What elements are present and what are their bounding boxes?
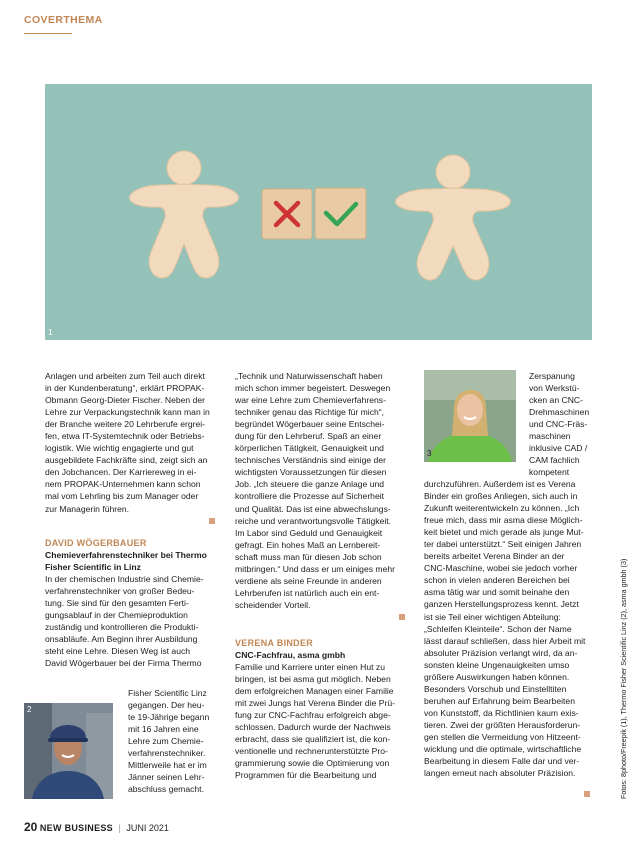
- footer-separator: |: [118, 823, 121, 833]
- check-block: [315, 188, 366, 239]
- cross-block: [262, 189, 312, 239]
- portrait-photo-verena: [424, 370, 516, 462]
- wrapped-paragraph: Zerspanung von Werkstü- cken an CNC- Drehmaschinen und CNC-Fräs- maschinen inklusive CAD / CAM fachlich kompetent: [529, 371, 590, 478]
- column-3: [424, 478, 596, 779]
- intro-paragraph: Anlagen und arbeiten zum Teil auch direkt in der Kundenberatung“, erklärt PROPAK- Obmann Georg-Dieter Fischer. Neben der Lehre zur Verpackungstechnik kann man in der Branche weitere 20 Lehrberufe ergrei- fen, etwa IT-Systemtechnik oder Betriebs- logistik. Wie wichtig engagierte und gut ausgebildete Fachkräfte sind, zeigt sich an den Jobchancen. Der Karriereweg in ei- nem PROPAK-Unternehmen kann schon mal vom Lehrling bis zum Manager oder zur Managerin führen.: [45, 371, 210, 514]
- image-number: 3: [427, 449, 432, 458]
- person-subhead: Chemieverfahrenstechniker bei Thermo Fisher Scientific in Linz: [45, 549, 207, 572]
- issue-date: JUNI 2021: [126, 823, 169, 833]
- magazine-name: NEW BUSINESS: [39, 823, 113, 833]
- person-kicker: VERENA BINDER: [235, 637, 314, 648]
- image-number: 2: [27, 705, 32, 714]
- page-footer: [24, 820, 169, 834]
- person-kicker: DAVID WÖGERBAUER: [45, 537, 147, 548]
- quote-paragraph: „Technik und Naturwissenschaft haben mich schon immer begeistert. Deswegen war eine Lehre zum Chemieverfahrens- techniker genau das Richtige für mich“, begründet Wögerbauer seine Entschei- dung für den Lehrberuf. Spaß an einer körperlichen Tätigkeit, Genauigkeit und technisches Verständnis sind einige der wichtigsten Voraussetzungen für diesen Job. „Ich steuere die ganze Anlage und kontrolliere die Prozesse auf Sicherheit und Qualität. Das ist eine abwechslungs- reiche und verantwortungsvolle Tätigkeit. Im Labor sind Geduld und Genauigkeit gefragt. Ein hohes Maß an Lernbereit- schaft muss man für diesen Job schon mitbringen.“ Und dass er um einiges mehr verdiene als seine Freunde in anderen Lehrberufen ist natürlich auch ein ent- scheidender Vorteil.: [235, 371, 396, 610]
- end-mark: [45, 515, 217, 527]
- image-number: 1: [48, 327, 53, 337]
- wrapped-paragraph: Fisher Scientific Linz gegangen. Der heu- te 19-Jährige begann mit 16 Jahren eine Lehre zum Chemie- verfahrenstechniker. Mittlerweile hat er im Jänner seinen Lehr- abschluss gemacht.: [128, 688, 210, 795]
- photo-credit-text: Fotos: 8photo/Freepik (1), Thermo Fisher Scientific Linz (2), asma gmbh (3): [619, 558, 628, 799]
- section-rule: [24, 33, 72, 34]
- column-1: [45, 370, 217, 669]
- section-label: COVERTHEMA: [24, 14, 103, 26]
- hero-illustration: [45, 84, 592, 340]
- body-paragraph: durchzuführen. Außerdem ist es Verena Binder ein großes Anliegen, sich auch in Zukunft weiterentwickeln zu können. „Ich freue mich, dass mir asma diese Möglich- keit bietet und mich gerade als junge Mut- ter dabei unterstützt.“ Seit einigen Jahren bereits arbeitet Verena Binder an der CNC-Maschine, wobei sie jedoch vorher schon in vielen anderen Bereichen bei asma tätig war und somit beinahe den ganzen Herstellungsprozess kennt. Jetzt ist sie Teil einer wichtigen Abteilung: „Schleifen Kleinteile“. Schon der Name lässt darauf schließen, dass hier Arbeit mit absoluter Präzision verlangt wird, da an- sonsten kleine Ungenauigkeiten umso größere Auswirkungen haben können. Besonders Vorschub und Einstelltiten beruhen auf Erfahrung beim Bearbeiten von Kunststoff, da Richtlinien kaum exis- tieren. Zwei der größten Herausforderun- gen stellen die Vermeidung von Hitzeent- wicklung und die optimale, wirtschaftliche Bearbeitung in diesem Falle dar und ver- langen erneut nach absoluter Präzision.: [424, 479, 586, 779]
- body-paragraph: Familie und Karriere unter einen Hut zu bringen, ist bei asma gut möglich. Neben dem erfolgreichen Managen einer Familie mit zwei Jungs hat Verena Binder die Prü- fung zur CNC-Fachfrau erfolgreich abge- schlossen. Dadurch wurde der Nachweis erbracht, dass sie qualifiziert ist, die kon- ventionelle und rechnerunterstützte Pro- grammierung sowie die Optimierung von Programmen für die Bearbeitung und: [235, 662, 396, 781]
- body-paragraph: In der chemischen Industrie sind Chemie- verfahrenstechniker von großer Bedeu- tung. Sie sind für den gesamten Ferti- gungsablauf in der Chemieproduktion zuständig und kontrollieren die Produkti- onsabläufe. Am Beginn ihrer Ausbildung steht eine Lehre. Diesen Weg ist auch David Wögerbauer bei der Firma Thermo: [45, 573, 204, 669]
- column-2: [235, 370, 407, 782]
- hero-image: [45, 84, 592, 340]
- portrait-photo-david: [24, 703, 113, 799]
- end-mark: [584, 791, 590, 797]
- person-subhead: CNC-Fachfrau, asma gmbh: [235, 649, 346, 660]
- page-number: 20: [24, 820, 38, 834]
- end-mark: [235, 611, 407, 623]
